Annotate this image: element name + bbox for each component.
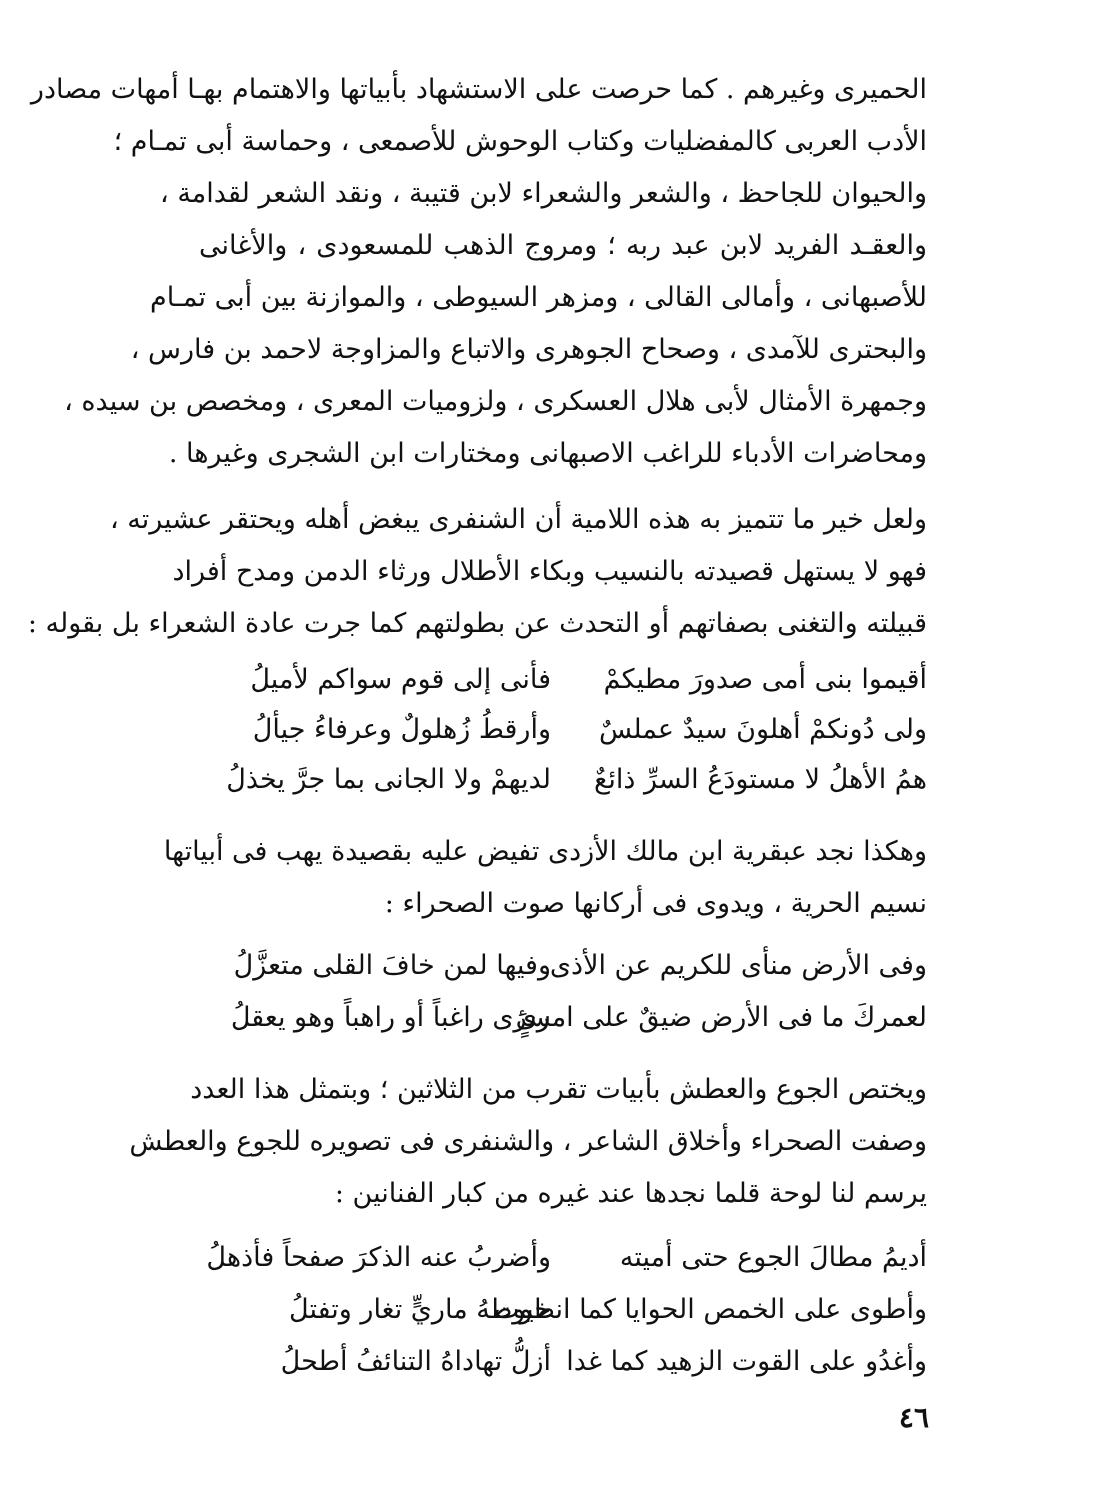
verse-first-hemistich: وفى الأرض منأى للكريم عن الأذى [549,950,927,981]
verse-first-hemistich: أقيموا بنى أمى صدورَ مطيكمْ [603,664,927,695]
text-line: وهكذا نجد عبقرية ابن مالك الأزدى تفيض عليه بقصيدة يهب فى أبياتها [163,836,927,867]
verse-first-hemistich: وأطوى على الخمص الحوايا كما انطوت [494,1294,927,1325]
text-line: فهو لا يستهل قصيدته بالنسيب وبكاء الأطلال ورثاء الدمن ومدح أفراد [172,556,927,587]
verse-second-hemistich: فأنى إلى قوم سواكم لأميلُ [250,664,551,695]
verse [199,992,927,1044]
verse-second-hemistich: وأرقطُ زُهلولٌ وعرفاءُ جيألُ [252,714,551,745]
text-line: وصفت الصحراء وأخلاق الشاعر ، والشنفرى فى تصويره للجوع والعطش [129,1126,927,1157]
text-line: قبيلته والتغنى بصفاتهم أو التحدث عن بطولتهم كما جرت عادة الشعراء بل بقوله : [27,608,927,639]
verse-second-hemistich: خيوطهُ ماريٍّ تغار وتفتلُ [289,1294,551,1325]
verse-first-hemistich: أديمُ مطالَ الجوع حتى أميته [619,1242,927,1273]
verse-first-hemistich: لعمركَ ما فى الأرض ضيقٌ على امرئٍ [515,1002,927,1033]
verse [199,654,927,706]
verse-second-hemistich: أزلُّ تهاداهُ التنائفُ أطحلُ [280,1346,551,1377]
text-line: والحيوان للجاحظ ، والشعر والشعراء لابن قتيبة ، ونقد الشعر لقدامة ، [160,178,927,209]
text-line: يرسم لنا لوحة قلما نجدها عند غيره من كبار الفنانين : [334,1178,927,1209]
text-line: وجمهرة الأمثال لأبى هلال العسكرى ، ولزوميات المعرى ، ومخصص بن سيده ، [64,386,927,417]
verse [199,1284,927,1336]
page-number: ٤٦ [898,1401,929,1434]
text-line: ومحاضرات الأدباء للراغب الاصبهانى ومختارات ابن الشجرى وغيرها . [168,438,927,469]
verse [199,754,927,806]
verse [199,1232,927,1284]
text-line: نسيم الحرية ، ويدوى فى أركانها صوت الصحراء : [384,888,927,919]
verse [199,940,927,992]
verse [199,1336,927,1388]
verse-first-hemistich: ولى دُونكمْ أهلونَ سيدٌ عملسٌ [598,714,927,745]
text-line: ويختص الجوع والعطش بأبيات تقرب من الثلاثين ؛ وبتمثل هذا العدد [190,1074,927,1105]
verse-second-hemistich: وأضربُ عنه الذكرَ صفحاً فأذهلُ [206,1242,551,1273]
verse-first-hemistich: وأغدُو على القوت الزهيد كما غدا [566,1346,927,1377]
text-line: الأدب العربى كالمفضليات وكتاب الوحوش للأصمعى ، وحماسة أبى تمـام ؛ [113,126,927,157]
verse-second-hemistich: لديهمْ ولا الجانى بما جرَّ يخذلُ [226,764,551,795]
verse-first-hemistich: همُ الأهلُ لا مستودَعُ السرِّ ذائعٌ [593,764,927,795]
text-line: الحميرى وغيرهم . كما حرصت على الاستشهاد بأبياتها والاهتمام بهـا أمهات مصادر [30,74,927,105]
verse [199,704,927,756]
text-line: والعقـد الفريد لابن عبد ربه ؛ ومروج الذهب للمسعودى ، والأغانى [199,230,927,261]
text-line: ولعل خير ما تتميز به هذه اللامية أن الشنفرى يبغض أهله ويحتقر عشيرته ، [109,504,927,535]
text-line: للأصبهانى ، وأمالى القالى ، ومزهر السيوطى ، والموازنة بين أبى تمـام [150,282,927,313]
verse-second-hemistich: سرَى راغباً أو راهباً وهو يعقلُ [230,1002,551,1033]
verse-second-hemistich: وفيها لمن خافَ القلى متعزَّلُ [233,950,551,981]
text-line: والبحترى للآمدى ، وصحاح الجوهرى والاتباع والمزاوجة لاحمد بن فارس ، [130,334,927,365]
